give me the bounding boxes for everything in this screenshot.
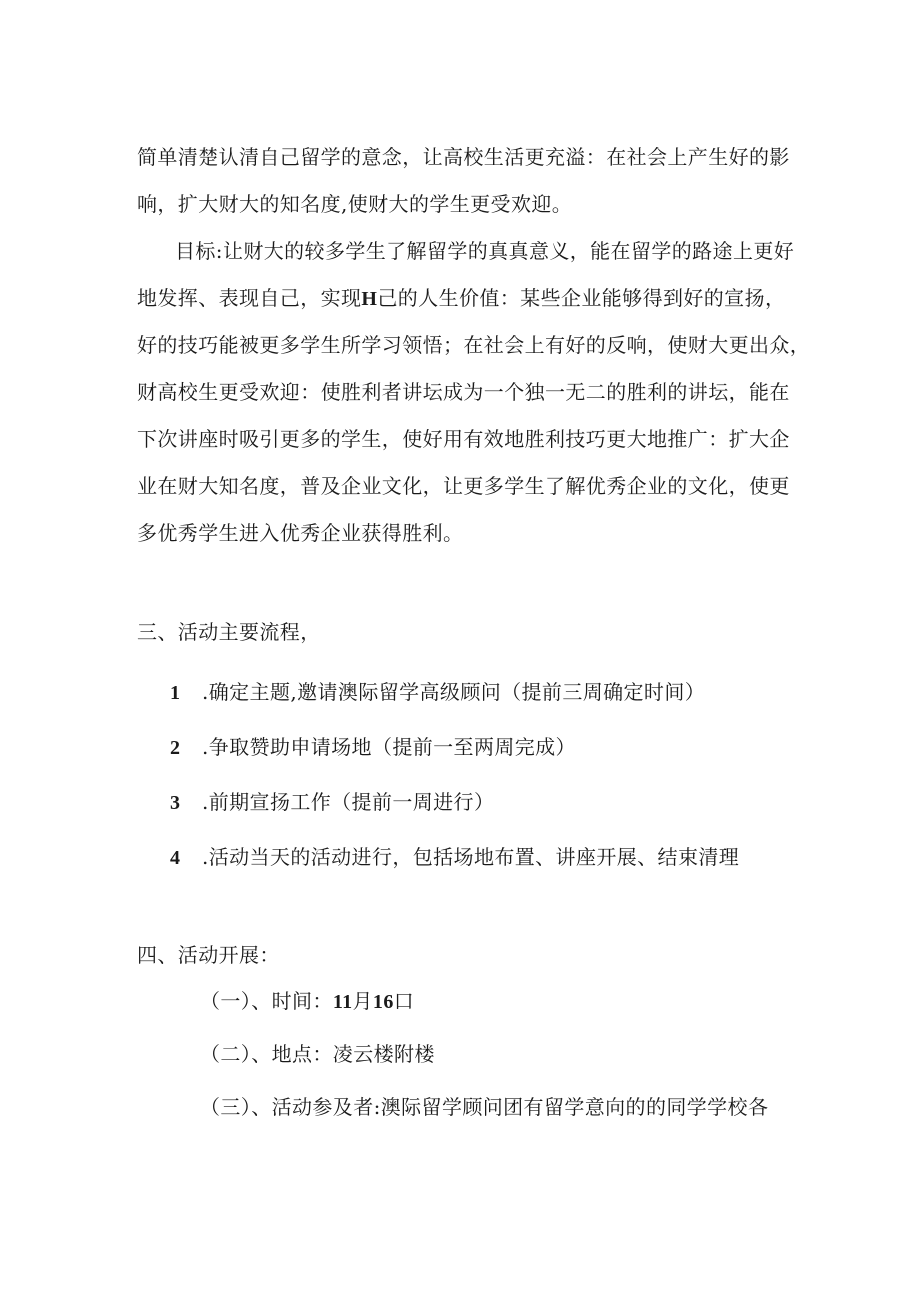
step-2-number: 2 — [170, 737, 181, 759]
step-1-number: 1 — [170, 682, 181, 704]
goal-line-6: 业在财大知名度，普及企业文化，让更多学生了解优秀企业的文化，使更 — [137, 474, 790, 498]
step-3-text: .前期宣扬工作（提前一周进行） — [202, 790, 495, 814]
goal-line-2 — [137, 284, 785, 313]
activity-participants: （三）、活动参及者:澳际留学顾问团有留学意向的的同学学校各 — [200, 1095, 769, 1119]
step-4-number: 4 — [170, 847, 181, 869]
goal-line-4: 财高校生更受欢迎：使胜利者讲坛成为一个独一无二的胜利的讲坛，能在 — [137, 380, 790, 404]
goal-line-2-pre: 地发挥、表现自己，实现 — [137, 286, 362, 310]
goal-line-3: 好的技巧能被更多学生所学习领悟；在社会上有好的反响，使财大更出众， — [137, 333, 811, 357]
intro-line-1: 简单清楚认清自己留学的意念，让高校生活更充溢：在社会上产生好的影 — [137, 145, 790, 169]
step-2-text: .争取赞助申请场地（提前一至两周完成） — [202, 735, 576, 759]
step-3 — [170, 788, 494, 817]
time-value-b: 月 — [352, 989, 373, 1013]
activity-place: （二）、地点：凌云楼附楼 — [200, 1042, 435, 1066]
step-1 — [170, 678, 705, 707]
activity-time — [200, 987, 414, 1016]
goal-line-5: 下次讲座时吸引更多的学生，使好用有效地胜利技巧更大地推广：扩大企 — [137, 427, 790, 451]
section-4-heading: 四、活动开展： — [137, 943, 280, 967]
time-value-d: 口 — [393, 989, 415, 1013]
goal-line-1: 目标:让财大的较多学生了解留学的真真意义，能在留学的路途上更好 — [175, 239, 795, 263]
step-1-text: .确定主题,邀请澳际留学高级顾问（提前三周确定时间） — [202, 680, 706, 704]
time-value-a: 11 — [332, 991, 353, 1013]
step-4-text: .活动当天的活动进行，包括场地布置、讲座开展、结束清理 — [202, 845, 740, 869]
step-4 — [170, 843, 739, 872]
step-2 — [170, 733, 576, 762]
goal-line-2-post: 己的人生价值：某些企业能够得到好的宣扬， — [377, 286, 786, 310]
step-3-number: 3 — [170, 792, 181, 814]
goal-line-2-bold: H — [361, 288, 378, 310]
time-label: （一）、时间： — [200, 989, 333, 1013]
section-3-heading: 三、活动主要流程， — [137, 620, 321, 644]
time-value-c: 16 — [372, 991, 394, 1013]
goal-line-7: 多优秀学生进入优秀企业获得胜利。 — [137, 521, 464, 545]
intro-line-2: 响，扩大财大的知名度,使财大的学生更受欢迎。 — [137, 192, 573, 216]
